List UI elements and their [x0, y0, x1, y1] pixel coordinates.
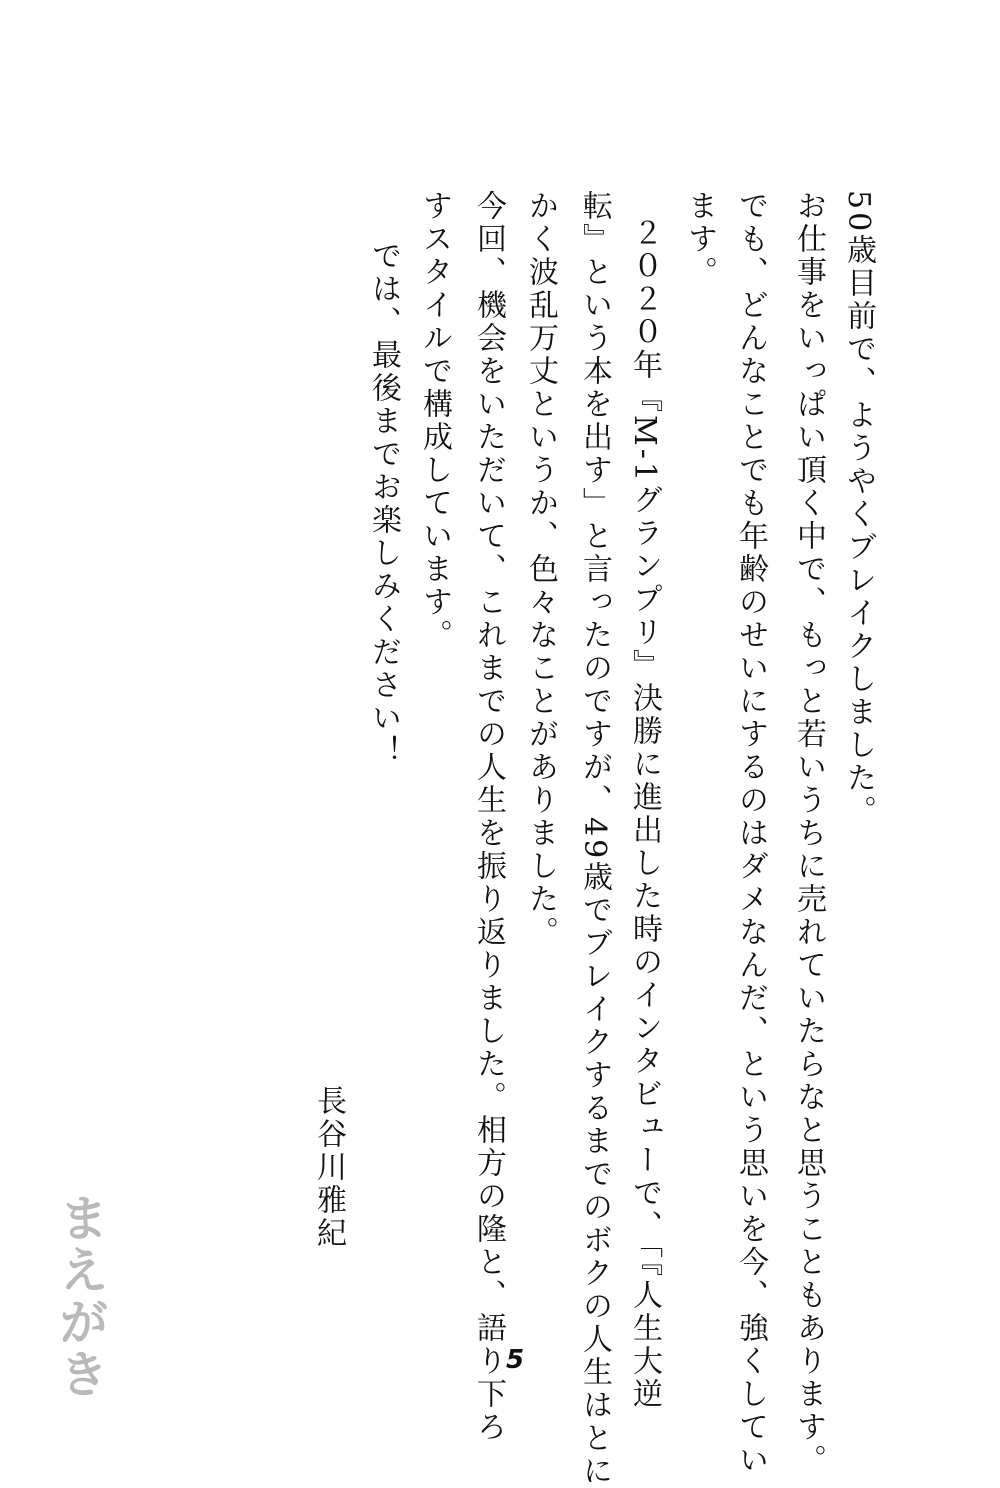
page-number: 5 [506, 1345, 525, 1375]
text-line-3: でも、どんなことでも年齢のせいにするのはダメなんだ、という思いを今、強くしてい [733, 190, 768, 1477]
text-line-5: ２０２０年『M-1グランプリ』決勝に進出した時のインタビューで、「『人生大逆 [627, 217, 662, 1411]
author-signature: 長谷川雅紀 [311, 1085, 346, 1250]
text-line-2: お仕事をいっぱい頂く中で、もっと若いうちに売れていたらなと思うこともあります。 [791, 190, 826, 1477]
text-line-7: かく波乱万丈というか、色々なことがありました。 [523, 190, 558, 949]
section-title: まえがき [51, 1192, 109, 1400]
text-line-4: ます。 [682, 190, 717, 289]
text-line-9: すスタイルで構成しています。 [417, 190, 452, 652]
text-line-6: 転』という本を出す」と言ったのですが、49歳でブレイクするまでのボクの人生はとに [577, 190, 612, 1488]
text-line-10: では、最後までお楽しみください！ [366, 240, 401, 768]
text-line-1: 50歳目前で、ようやくブレイクしました。 [841, 190, 876, 829]
text-line-8: 今回、機会をいただいて、これまでの人生を振り返りました。相方の隆と、語り下ろ [471, 190, 506, 1444]
